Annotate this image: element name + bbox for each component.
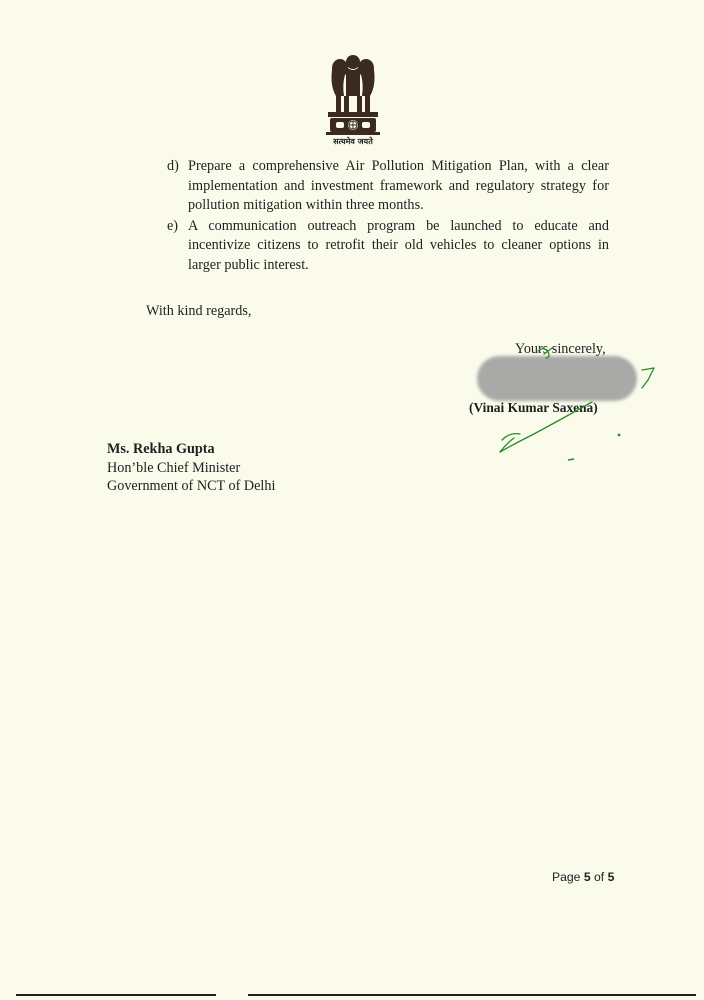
bottom-rule [16, 994, 696, 996]
recipient-name: Ms. Rekha Gupta [107, 441, 215, 457]
list-item-text: Prepare a comprehensive Air Pollution Mitigation Plan, with a clear implementation and investment framework and regulatory strategy for pollution mitigation within three months. [188, 158, 609, 213]
page-number [552, 870, 614, 884]
recipient-block [107, 440, 275, 496]
signer-name: (Vinai Kumar Saxena) [469, 400, 598, 415]
page-total: 5 [607, 870, 615, 884]
list-item [167, 217, 609, 276]
recipient-title: Hon’ble Chief Minister [107, 459, 241, 476]
page-current: 5 [583, 870, 591, 884]
list-item-text: A communication outreach program be launched to educate and incentivize citizens to retrofit their old vehicles to cleaner options in larger public interest. [188, 217, 609, 273]
recipient-organization: Government of NCT of Delhi [107, 478, 276, 494]
list-item-marker: d) [167, 158, 179, 174]
regards-line: With kind regards, [146, 303, 252, 319]
bottom-rule-gap [216, 992, 248, 998]
page-sep: of [594, 870, 605, 884]
directive-list [167, 157, 609, 276]
handwritten-signature-icon [480, 340, 670, 470]
page-label: Page [552, 870, 581, 884]
closing-line: Yours sincerely, [515, 341, 606, 357]
list-item [167, 157, 609, 216]
list-item-marker: e) [167, 217, 179, 234]
emblem-motto: सत्यमेव जयते [333, 137, 373, 146]
